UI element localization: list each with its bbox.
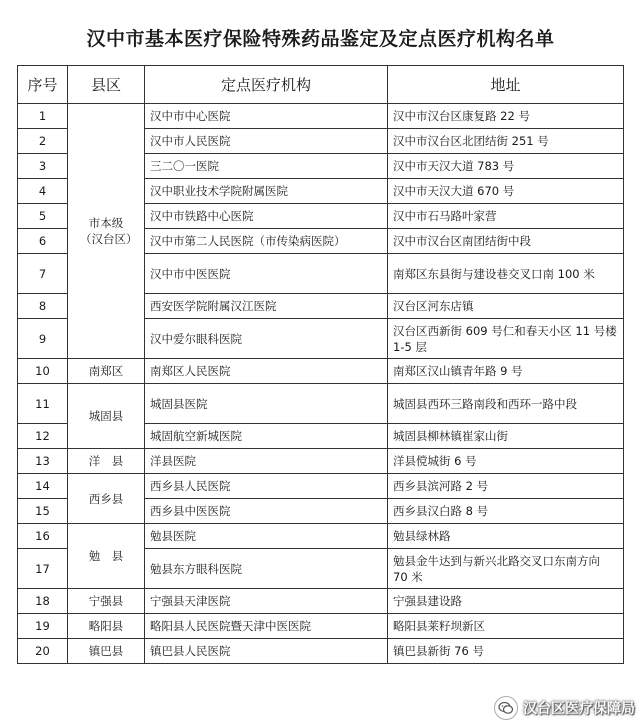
address-cell: 汉中市汉台区南团结街中段 (388, 229, 624, 254)
institution-cell: 汉中市中医医院 (145, 254, 388, 294)
header-number: 序号 (18, 66, 68, 104)
district-cell: 勉 县 (68, 524, 145, 589)
institution-cell: 汉中爱尔眼科医院 (145, 319, 388, 359)
district-cell: 城固县 (68, 384, 145, 449)
row-number: 10 (18, 359, 68, 384)
address-cell: 勉县绿林路 (388, 524, 624, 549)
institution-cell: 西乡县中医医院 (145, 499, 388, 524)
row-number: 15 (18, 499, 68, 524)
institution-cell: 汉中职业技术学院附属医院 (145, 179, 388, 204)
district-cell: 镇巴县 (68, 639, 145, 664)
row-number: 14 (18, 474, 68, 499)
address-cell: 汉台区西新街 609 号仁和春天小区 11 号楼 1-5 层 (388, 319, 624, 359)
table-row (18, 384, 624, 424)
address-cell: 汉中市汉台区康复路 22 号 (388, 104, 624, 129)
institution-cell: 略阳县人民医院暨天津中医医院 (145, 614, 388, 639)
watermark (494, 696, 635, 720)
row-number: 3 (18, 154, 68, 179)
institution-cell: 汉中市人民医院 (145, 129, 388, 154)
district-cell: 略阳县 (68, 614, 145, 639)
district-cell: 洋 县 (68, 449, 145, 474)
institution-cell: 城固县医院 (145, 384, 388, 424)
wechat-icon (494, 696, 518, 720)
row-number: 9 (18, 319, 68, 359)
address-cell: 汉中市汉台区北团结街 251 号 (388, 129, 624, 154)
table-row (18, 589, 624, 614)
address-cell: 南郑区汉山镇青年路 9 号 (388, 359, 624, 384)
institution-table (17, 65, 624, 664)
institution-cell: 汉中市第二人民医院（市传染病医院） (145, 229, 388, 254)
institution-cell: 城固航空新城医院 (145, 424, 388, 449)
district-cell: 西乡县 (68, 474, 145, 524)
watermark-text: 汉台区医疗保障局 (523, 701, 635, 717)
row-number: 12 (18, 424, 68, 449)
district-cell: 市本级（汉台区） (68, 104, 145, 359)
row-number: 18 (18, 589, 68, 614)
address-cell: 汉中市石马路叶家营 (388, 204, 624, 229)
row-number: 11 (18, 384, 68, 424)
header-institution: 定点医疗机构 (145, 66, 388, 104)
row-number: 5 (18, 204, 68, 229)
row-number: 20 (18, 639, 68, 664)
row-number: 19 (18, 614, 68, 639)
table-row (18, 104, 624, 129)
institution-cell: 汉中市铁路中心医院 (145, 204, 388, 229)
address-cell: 西乡县汉白路 8 号 (388, 499, 624, 524)
address-cell: 城固县柳林镇崔家山街 (388, 424, 624, 449)
row-number: 8 (18, 294, 68, 319)
institution-cell: 宁强县天津医院 (145, 589, 388, 614)
table-row (18, 474, 624, 499)
institution-cell: 勉县东方眼科医院 (145, 549, 388, 589)
table-header-row (18, 66, 624, 104)
row-number: 13 (18, 449, 68, 474)
institution-cell: 西乡县人民医院 (145, 474, 388, 499)
address-cell: 宁强县建设路 (388, 589, 624, 614)
address-cell: 略阳县莱籽坝新区 (388, 614, 624, 639)
header-district: 县区 (68, 66, 145, 104)
district-cell: 宁强县 (68, 589, 145, 614)
address-cell: 汉中市天汉大道 670 号 (388, 179, 624, 204)
table-row (18, 449, 624, 474)
row-number: 6 (18, 229, 68, 254)
table-row (18, 639, 624, 664)
address-cell: 镇巴县新街 76 号 (388, 639, 624, 664)
institution-cell: 三二〇一医院 (145, 154, 388, 179)
address-cell: 洋县傥城街 6 号 (388, 449, 624, 474)
address-cell: 汉台区河东店镇 (388, 294, 624, 319)
institution-cell: 镇巴县人民医院 (145, 639, 388, 664)
institution-cell: 洋县医院 (145, 449, 388, 474)
table-row (18, 524, 624, 549)
institution-cell: 汉中市中心医院 (145, 104, 388, 129)
address-cell: 城固县西环三路南段和西环一路中段 (388, 384, 624, 424)
header-address: 地址 (388, 66, 624, 104)
table-row (18, 359, 624, 384)
table-row (18, 614, 624, 639)
address-cell: 汉中市天汉大道 783 号 (388, 154, 624, 179)
row-number: 17 (18, 549, 68, 589)
institution-cell: 南郑区人民医院 (145, 359, 388, 384)
row-number: 1 (18, 104, 68, 129)
institution-cell: 西安医学院附属汉江医院 (145, 294, 388, 319)
row-number: 16 (18, 524, 68, 549)
page-title: 汉中市基本医疗保险特殊药品鉴定及定点医疗机构名单 (86, 28, 555, 50)
district-cell: 南郑区 (68, 359, 145, 384)
address-cell: 西乡县滨河路 2 号 (388, 474, 624, 499)
address-cell: 南郑区东县街与建设巷交叉口南 100 米 (388, 254, 624, 294)
address-cell: 勉县金牛达到与新兴北路交叉口东南方向 70 米 (388, 549, 624, 589)
row-number: 2 (18, 129, 68, 154)
row-number: 4 (18, 179, 68, 204)
row-number: 7 (18, 254, 68, 294)
institution-cell: 勉县医院 (145, 524, 388, 549)
